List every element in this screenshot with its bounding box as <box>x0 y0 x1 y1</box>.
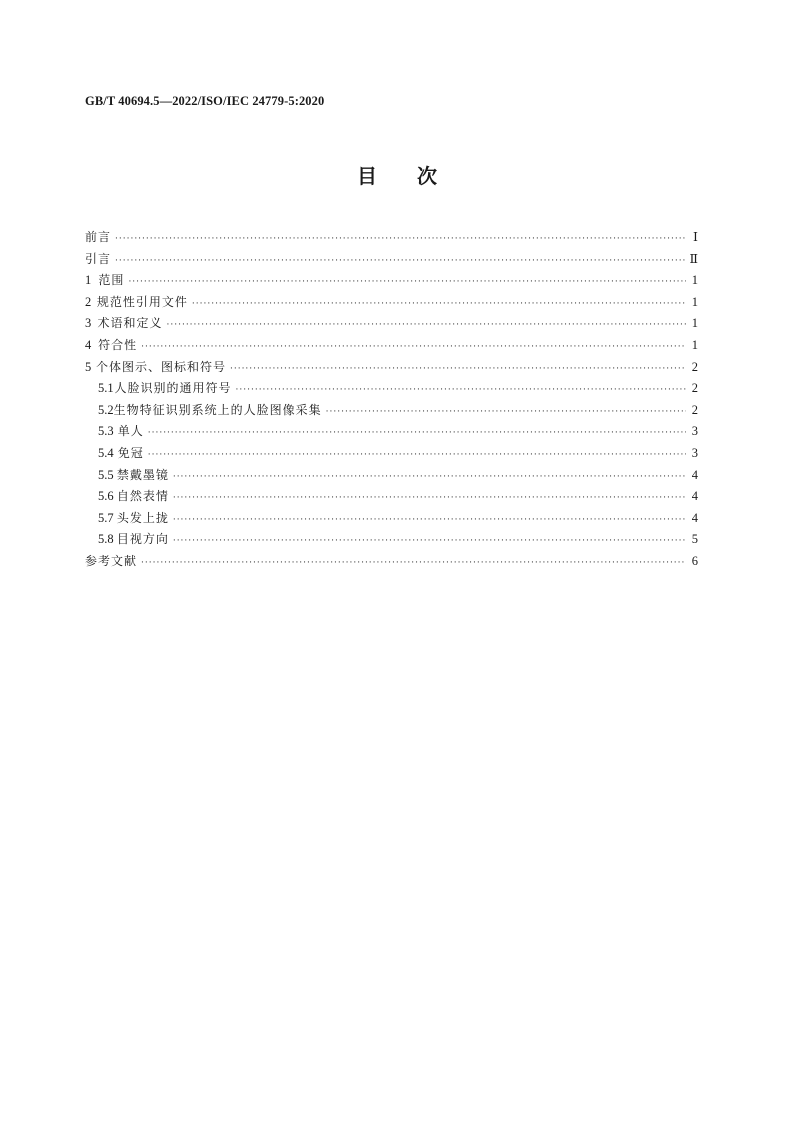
toc-entry-label: 范围 <box>98 273 125 288</box>
toc-entry-number: 5 <box>85 359 92 374</box>
toc-entry-label: 术语和定义 <box>97 316 163 331</box>
toc-entry-page-number: 2 <box>691 402 698 417</box>
toc-entry-page-number: 3 <box>691 445 698 460</box>
toc-dot-leader <box>326 402 686 424</box>
toc-entry[interactable] <box>85 443 698 465</box>
toc-entry-page-number: Ⅱ <box>689 251 698 266</box>
toc-entry-label: 自然表情 <box>116 489 169 504</box>
toc-entry[interactable] <box>85 465 698 487</box>
toc-entry-number: 4 <box>85 337 92 352</box>
toc-dot-leader <box>115 229 686 251</box>
toc-entry[interactable] <box>85 335 698 357</box>
toc-dot-leader <box>173 488 686 510</box>
toc-dot-leader <box>148 423 686 445</box>
toc-entry-page-number: 1 <box>691 316 698 331</box>
toc-entry-number: 2 <box>85 294 92 309</box>
toc-entry-label: 引言 <box>85 251 112 266</box>
table-of-contents <box>85 227 698 573</box>
toc-entry-label: 生物特征识别系统上的人脸图像采集 <box>113 402 322 417</box>
toc-entry-label: 前言 <box>85 230 112 244</box>
toc-dot-leader <box>236 380 686 402</box>
toc-entry-page-number: 1 <box>691 273 698 288</box>
toc-dot-leader <box>192 294 686 316</box>
toc-entry-page-number: 5 <box>691 532 698 547</box>
toc-entry[interactable] <box>85 313 698 335</box>
toc-dot-leader <box>148 445 686 467</box>
toc-dot-leader <box>128 272 686 294</box>
toc-entry-label: 个体图示、图标和符号 <box>95 359 226 374</box>
toc-entry-number: 5.6 <box>98 489 114 504</box>
toc-entry[interactable] <box>85 270 698 292</box>
toc-entry-label: 参考文献 <box>85 553 138 568</box>
toc-entry[interactable] <box>85 249 698 271</box>
toc-entry-page-number: 2 <box>691 359 698 374</box>
toc-entry-number: 1 <box>85 273 92 288</box>
toc-entry-label: 符合性 <box>98 337 138 352</box>
toc-entry-number: 5.8 <box>98 532 114 547</box>
toc-entry-number: 5.5 <box>98 467 114 482</box>
toc-entry[interactable] <box>85 508 698 530</box>
toc-entry-page-number: 1 <box>691 337 698 352</box>
toc-entry[interactable] <box>85 486 698 508</box>
toc-dot-leader <box>167 315 686 337</box>
toc-dot-leader <box>173 510 686 532</box>
toc-entry-number: 5.2 <box>98 402 114 417</box>
toc-entry-page-number: 4 <box>691 489 698 504</box>
toc-dot-leader <box>173 467 686 489</box>
toc-entry-page-number: 1 <box>691 294 698 309</box>
toc-entry-label: 免冠 <box>117 445 144 460</box>
toc-entry[interactable] <box>85 400 698 422</box>
toc-entry[interactable] <box>85 551 698 573</box>
page-title: 目次 <box>357 164 477 188</box>
toc-entry[interactable] <box>85 227 698 249</box>
toc-entry-number: 5.3 <box>98 424 114 439</box>
toc-entry-page-number: Ⅰ <box>693 230 698 244</box>
toc-entry-label: 禁戴墨镜 <box>116 467 169 482</box>
toc-entry-number: 5.1 <box>98 381 114 396</box>
toc-entry-label: 人脸识别的通用符号 <box>114 381 232 396</box>
toc-entry-label: 规范性引用文件 <box>96 294 188 309</box>
toc-dot-leader <box>173 531 686 553</box>
toc-entry[interactable] <box>85 292 698 314</box>
toc-entry-page-number: 4 <box>691 510 698 525</box>
toc-entry-number: 5.7 <box>98 510 114 525</box>
toc-entry-number: 5.4 <box>98 445 114 460</box>
document-code: GB/T 40694.5—2022/ISO/IEC 24779-5:2020 <box>85 94 325 108</box>
toc-entry-page-number: 6 <box>691 553 698 568</box>
toc-dot-leader <box>141 337 686 359</box>
toc-entry-label: 头发上拢 <box>116 510 169 525</box>
toc-entry[interactable] <box>85 529 698 551</box>
toc-dot-leader <box>230 359 686 381</box>
toc-entry-label: 目视方向 <box>116 532 169 547</box>
toc-entry-page-number: 4 <box>691 467 698 482</box>
toc-entry[interactable] <box>85 357 698 379</box>
toc-dot-leader <box>141 553 686 575</box>
toc-entry-label: 单人 <box>117 424 144 439</box>
toc-entry-page-number: 2 <box>691 381 698 396</box>
toc-entry-number: 3 <box>85 316 92 331</box>
toc-dot-leader <box>115 251 685 273</box>
toc-entry[interactable] <box>85 378 698 400</box>
toc-entry-page-number: 3 <box>691 424 698 439</box>
toc-entry[interactable] <box>85 421 698 443</box>
